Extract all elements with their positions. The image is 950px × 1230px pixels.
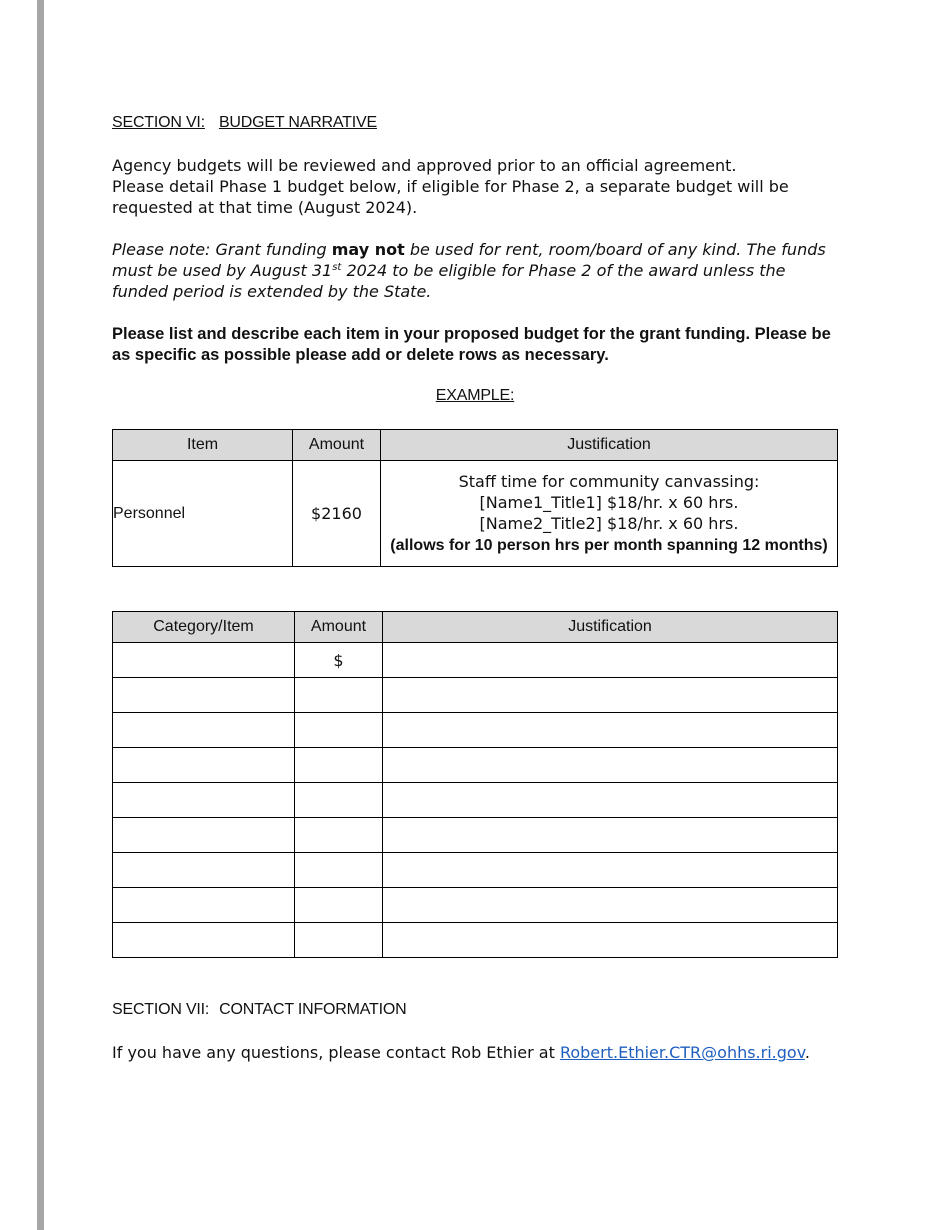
justification-cell[interactable] bbox=[383, 713, 838, 748]
amount-cell[interactable] bbox=[295, 853, 383, 888]
category-cell[interactable] bbox=[113, 748, 295, 783]
example-header-justification: Justification bbox=[381, 430, 838, 461]
example-justification bbox=[381, 461, 838, 567]
budget-header-amount: Amount bbox=[295, 612, 383, 643]
table-row bbox=[113, 853, 838, 888]
category-cell[interactable] bbox=[113, 643, 295, 678]
note-text-2: be used for rent, room/board of any kind. The funds must be used by August 31 bbox=[112, 240, 826, 280]
note-text-3: 2024 to be eligible for Phase 2 of the award unless the funded period is extended by the State. bbox=[112, 261, 786, 301]
example-item: Personnel bbox=[113, 461, 293, 567]
justification-note: (allows for 10 person hrs per month spanning 12 months) bbox=[390, 537, 828, 554]
note-superscript: st bbox=[332, 262, 342, 273]
table-row bbox=[113, 783, 838, 818]
example-row bbox=[113, 461, 838, 567]
justification-cell[interactable] bbox=[383, 818, 838, 853]
table-row bbox=[113, 748, 838, 783]
amount-cell[interactable]: $ bbox=[295, 643, 383, 678]
table-row bbox=[113, 888, 838, 923]
section-vi-number: SECTION VI: bbox=[112, 114, 205, 131]
section-vi-title: BUDGET NARRATIVE bbox=[218, 114, 377, 131]
section-vii-heading bbox=[112, 1001, 406, 1019]
table-row bbox=[113, 818, 838, 853]
example-table bbox=[112, 429, 838, 567]
category-cell[interactable] bbox=[113, 818, 295, 853]
example-header-row bbox=[113, 430, 838, 461]
budget-header-justification: Justification bbox=[383, 612, 838, 643]
note-text-1: Please note: Grant funding bbox=[112, 240, 332, 259]
example-header-amount: Amount bbox=[293, 430, 381, 461]
contact-text: If you have any questions, please contact Rob Ethier at bbox=[112, 1043, 560, 1062]
category-cell[interactable] bbox=[113, 713, 295, 748]
table-row bbox=[113, 643, 838, 678]
amount-cell[interactable] bbox=[295, 888, 383, 923]
example-heading: EXAMPLE: bbox=[435, 387, 515, 404]
table-row bbox=[113, 923, 838, 958]
funding-note bbox=[112, 239, 838, 302]
category-cell[interactable] bbox=[113, 783, 295, 818]
section-vii-title: CONTACT INFORMATION bbox=[219, 1001, 407, 1018]
table-row bbox=[113, 678, 838, 713]
category-cell[interactable] bbox=[113, 853, 295, 888]
example-amount: $2160 bbox=[293, 461, 381, 567]
justification-line: Staff time for community canvassing: bbox=[458, 472, 760, 491]
budget-table bbox=[112, 611, 838, 958]
justification-line: [Name1_Title1] $18/hr. x 60 hrs. bbox=[479, 493, 739, 512]
amount-cell[interactable] bbox=[295, 818, 383, 853]
section-vi-heading bbox=[112, 114, 377, 132]
amount-cell[interactable] bbox=[295, 923, 383, 958]
intro-paragraph bbox=[112, 155, 838, 218]
intro-line-1: Agency budgets will be reviewed and approved prior to an official agreement. bbox=[112, 156, 737, 175]
amount-cell[interactable] bbox=[295, 713, 383, 748]
page-edge-bar bbox=[37, 0, 44, 1230]
justification-line: [Name2_Title2] $18/hr. x 60 hrs. bbox=[479, 514, 739, 533]
contact-email-link[interactable]: Robert.Ethier.CTR@ohhs.ri.gov bbox=[559, 1043, 805, 1062]
amount-cell[interactable] bbox=[295, 678, 383, 713]
justification-cell[interactable] bbox=[383, 643, 838, 678]
note-emphasis: may not bbox=[331, 240, 405, 259]
amount-cell[interactable] bbox=[295, 783, 383, 818]
category-cell[interactable] bbox=[113, 923, 295, 958]
intro-line-2: Please detail Phase 1 budget below, if eligible for Phase 2, a separate budget will be requested at that time (August 2024). bbox=[112, 177, 789, 217]
category-cell[interactable] bbox=[113, 678, 295, 713]
table-row bbox=[113, 713, 838, 748]
justification-cell[interactable] bbox=[383, 853, 838, 888]
section-vii-number: SECTION VII: bbox=[112, 1001, 210, 1018]
budget-header-category: Category/Item bbox=[113, 612, 295, 643]
justification-cell[interactable] bbox=[383, 678, 838, 713]
budget-instruction: Please list and describe each item in your proposed budget for the grant funding. Please be as specific as possible please add or delete rows as necessary. bbox=[112, 325, 831, 364]
budget-header-row bbox=[113, 612, 838, 643]
category-cell[interactable] bbox=[113, 888, 295, 923]
contact-line bbox=[112, 1043, 810, 1062]
justification-cell[interactable] bbox=[383, 888, 838, 923]
amount-cell[interactable] bbox=[295, 748, 383, 783]
justification-cell[interactable] bbox=[383, 923, 838, 958]
example-header-item: Item bbox=[113, 430, 293, 461]
contact-period: . bbox=[804, 1043, 811, 1062]
justification-cell[interactable] bbox=[383, 783, 838, 818]
justification-cell[interactable] bbox=[383, 748, 838, 783]
